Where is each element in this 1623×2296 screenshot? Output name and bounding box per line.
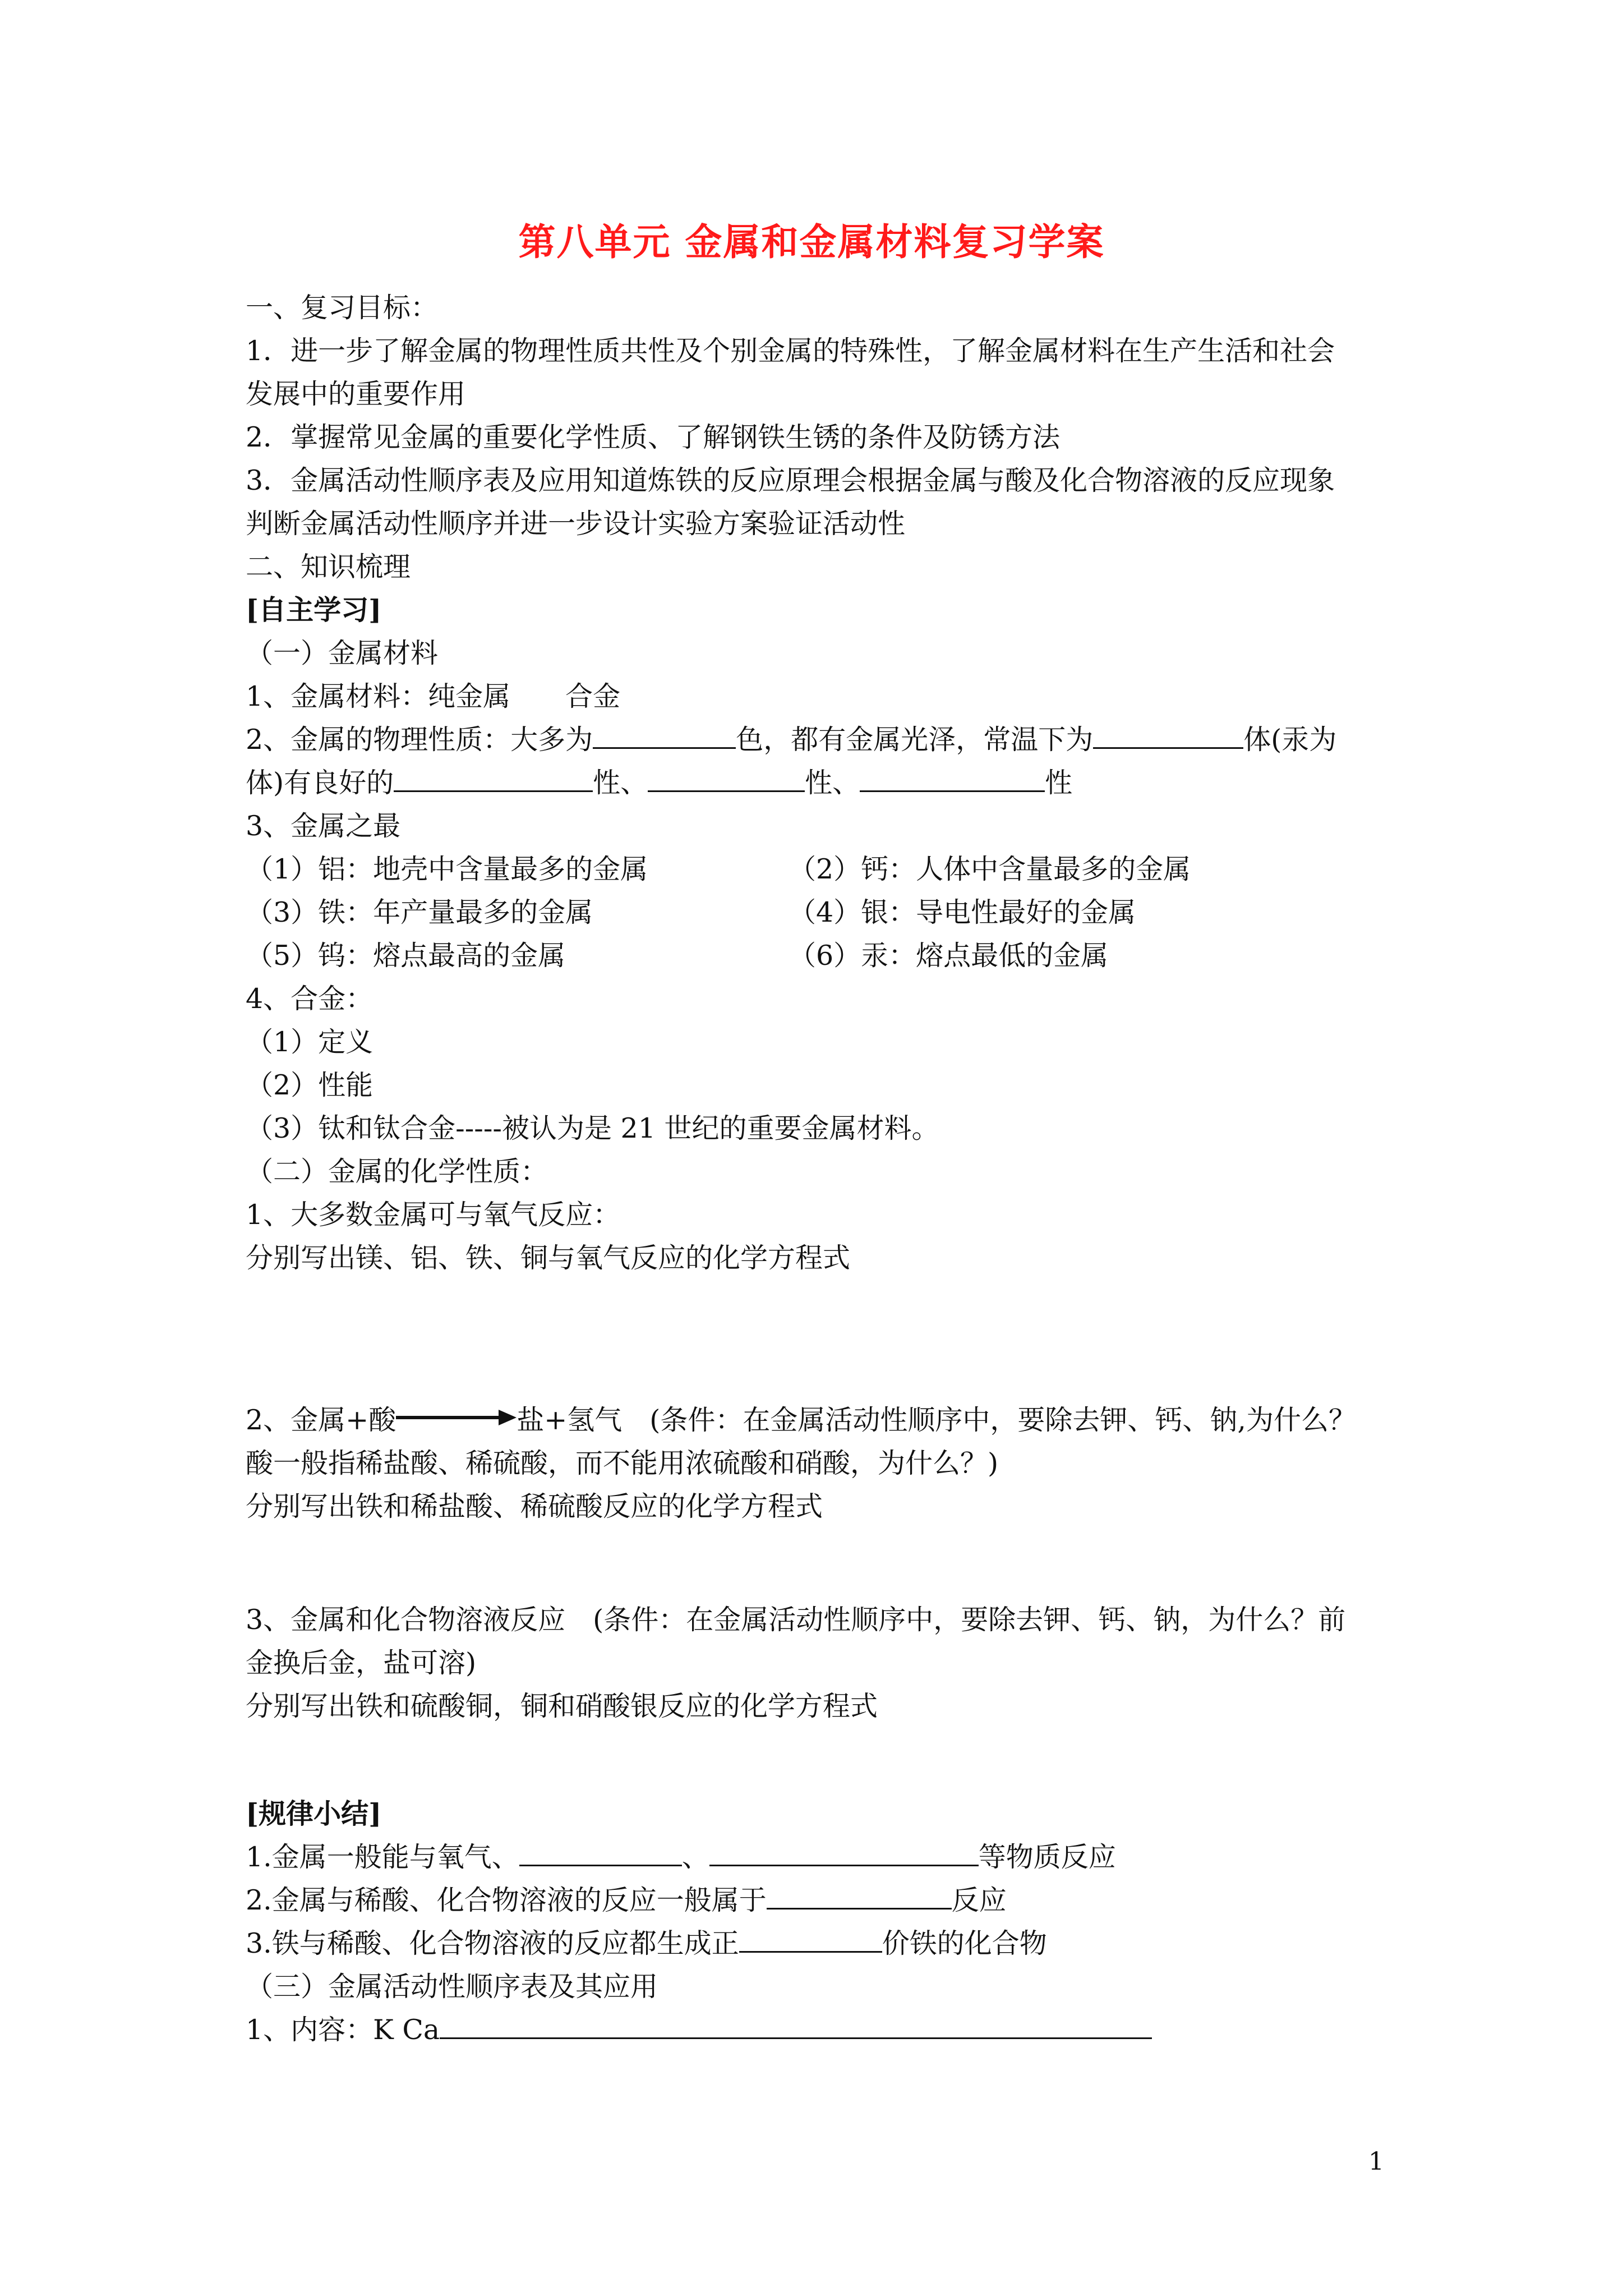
- metal-record-iron: （3）铁：年产量最多的金属: [246, 896, 593, 928]
- summary-3-text-a: 3.铁与稀酸、化合物溶液的反应都生成正: [246, 1927, 739, 1959]
- part-1-heading: （一）金属材料: [246, 637, 439, 669]
- alloy-definition: （1）定义: [246, 1026, 374, 1058]
- activity-series-line: [246, 2008, 1395, 2051]
- fill-blank-state[interactable]: [1093, 721, 1243, 749]
- summary-1-text-a: 1.金属一般能与氧气、: [246, 1841, 519, 1873]
- metal-record-aluminum: （1）铝：地壳中含量最多的金属: [246, 853, 648, 885]
- page-number: 1: [1368, 2147, 1384, 2176]
- chem-2-line-1: [246, 1398, 1395, 1442]
- chem-2-line-2: 酸一般指稀盐酸、稀硫酸，而不能用浓硫酸和硝酸，为什么？): [246, 1447, 999, 1479]
- fill-blank-property-3[interactable]: [860, 765, 1045, 792]
- chem-1-task: 分别写出镁、铝、铁、铜与氧气反应的化学方程式: [246, 1242, 851, 1274]
- metal-records-row-3: [246, 934, 1395, 977]
- chem-3-line-2: 金换后金，盐可溶): [246, 1647, 477, 1679]
- summary-1-text-b: 、: [681, 1841, 709, 1873]
- metal-record-calcium: （2）钙：人体中含量最多的金属: [789, 853, 1191, 885]
- fill-blank-activity-series[interactable]: [440, 2012, 1152, 2039]
- goal-1-line-1: 1．进一步了解金属的物理性质共性及个别金属的特殊性，了解金属材料在生产生活和社会: [246, 335, 1335, 367]
- summary-3: [246, 1922, 1395, 1965]
- metal-record-tungsten: （5）钨：熔点最高的金属: [246, 940, 566, 972]
- fill-blank-summary-3[interactable]: [739, 1925, 882, 1953]
- item-1: 1、金属材料：纯金属 合金: [246, 680, 621, 712]
- fill-blank-summary-1a[interactable]: [519, 1839, 682, 1866]
- answer-space-3[interactable]: [246, 1728, 1395, 1792]
- item-2-line-2: [246, 761, 1395, 804]
- fill-blank-color[interactable]: [593, 721, 736, 749]
- alloy-titanium: （3）钛和钛合金-----被认为是 21 世纪的重要金属材料。: [246, 1112, 939, 1144]
- metal-record-mercury: （6）汞：熔点最低的金属: [789, 940, 1109, 972]
- answer-space-2[interactable]: [246, 1528, 1395, 1598]
- fill-blank-summary-1b[interactable]: [709, 1839, 979, 1866]
- goal-2: 2．掌握常见金属的重要化学性质、了解钢铁生锈的条件及防锈方法: [246, 421, 1061, 453]
- summary-2-text-a: 2.金属与稀酸、化合物溶液的反应一般属于: [246, 1884, 767, 1916]
- document-body: [246, 286, 1395, 2051]
- chem-2-text-b: 盐+氢气 (条件：在金属活动性顺序中，要除去钾、钙、钠,为什么？: [517, 1404, 1356, 1436]
- self-study-heading: [自主学习]: [246, 593, 382, 626]
- item-2-text-c: 体(汞为: [1243, 724, 1337, 756]
- chem-3-task: 分别写出铁和硫酸铜，铜和硝酸银反应的化学方程式: [246, 1690, 878, 1722]
- chem-2-text-a: 2、金属+酸: [246, 1404, 396, 1436]
- summary-1: [246, 1835, 1395, 1879]
- section-heading-knowledge: 二、知识梳理: [246, 551, 411, 583]
- item-3: 3、金属之最: [246, 810, 401, 842]
- metal-records-row-1: [246, 848, 1395, 891]
- fill-blank-property-2[interactable]: [648, 765, 805, 792]
- answer-space-1[interactable]: [246, 1280, 1395, 1398]
- section-heading-goals: 一、复习目标：: [246, 292, 439, 324]
- item-4: 4、合金：: [246, 983, 374, 1015]
- goal-1-line-2: 发展中的重要作用: [246, 378, 466, 410]
- item-2-text-f: 性、: [805, 767, 860, 799]
- right-arrow-icon: [396, 1404, 517, 1429]
- summary-heading: [规律小结]: [246, 1797, 382, 1830]
- part-2-heading: （二）金属的化学性质：: [246, 1156, 548, 1188]
- summary-2-text-b: 反应: [951, 1884, 1007, 1916]
- chem-2-task: 分别写出铁和稀盐酸、稀硫酸反应的化学方程式: [246, 1490, 823, 1522]
- item-2-line-1: [246, 718, 1395, 761]
- item-2-text-a: 2、金属的物理性质：大多为: [246, 724, 593, 756]
- summary-1-text-c: 等物质反应: [978, 1841, 1116, 1873]
- fill-blank-property-1[interactable]: [394, 765, 593, 792]
- metal-records-row-2: [246, 891, 1395, 934]
- document-title: 第八单元 金属和金属材料复习学案: [518, 220, 1105, 264]
- item-2-text-e: 性、: [593, 767, 648, 799]
- summary-2: [246, 1879, 1395, 1922]
- metal-record-silver: （4）银：导电性最好的金属: [789, 896, 1136, 928]
- item-2-text-b: 色，都有金属光泽，常温下为: [736, 724, 1094, 756]
- goal-3-line-1: 3．金属活动性顺序表及应用知道炼铁的反应原理会根据金属与酸及化合物溶液的反应现象: [246, 464, 1335, 496]
- chem-3-line-1: 3、金属和化合物溶液反应 (条件：在金属活动性顺序中，要除去钾、钙、钠，为什么？前: [246, 1604, 1346, 1636]
- fill-blank-summary-2[interactable]: [767, 1882, 952, 1910]
- goal-3-line-2: 判断金属活动性顺序并进一步设计实验方案验证活动性: [246, 508, 906, 540]
- item-2-text-d: 体)有良好的: [246, 767, 394, 799]
- part-3-heading: （三）金属活动性顺序表及其应用: [246, 1971, 658, 2003]
- item-2-text-g: 性: [1045, 767, 1073, 799]
- summary-3-text-b: 价铁的化合物: [882, 1927, 1047, 1959]
- activity-series-label: 1、内容：K Ca: [246, 2014, 440, 2046]
- alloy-properties: （2）性能: [246, 1069, 374, 1101]
- chem-1: 1、大多数金属可与氧气反应：: [246, 1199, 621, 1231]
